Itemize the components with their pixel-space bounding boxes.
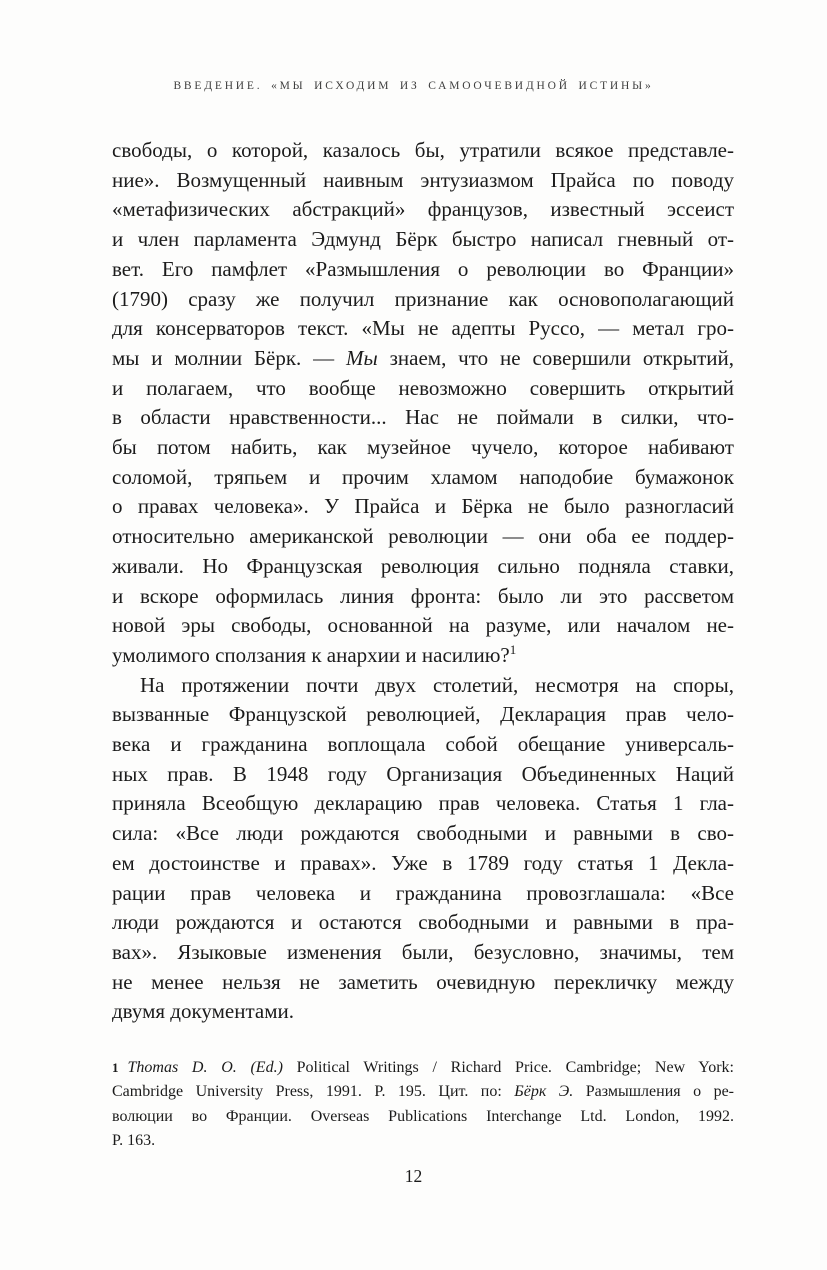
text-segment: знаем, что не совершили открытий, [377,345,734,370]
footnote [112,1056,734,1154]
text-line [112,700,734,730]
text-line [112,968,734,998]
text-segment: двумя документами. [112,999,294,1024]
text-segment: не менее нельзя не заметить очевидную перекличку между [112,969,734,994]
text-line [112,195,734,225]
footnote-ref: 1 [509,641,517,657]
text-line [112,552,734,582]
text-segment: новой эры свободы, основанной на разуме, или началом не- [112,613,734,638]
text-segment: в области нравственности... Нас не поймали в силки, что- [112,405,734,430]
text-line [112,1080,734,1104]
text-line [112,819,734,849]
text-segment: бы потом набить, как музейное чучело, которое набивают [112,435,734,460]
text-segment: и вскоре оформилась линия фронта: было ли это рассветом [112,583,734,608]
text-segment: относительно американской революции — они оба ее поддер- [112,524,734,549]
text-segment: приняла Всеобщую декларацию прав человека. Статья 1 гла- [112,791,734,816]
text-line [112,463,734,493]
text-line [112,433,734,463]
text-line [112,225,734,255]
text-segment: P. 163. [112,1132,156,1150]
text-line [112,374,734,404]
text-line [112,641,734,671]
text-segment: Размышления о ре- [573,1083,735,1101]
text-line [112,344,734,374]
footnote-marker: 1 [112,1060,119,1075]
text-segment: ем достоинстве и правах». Уже в 1789 году статья 1 Декла- [112,850,734,875]
text-line [112,849,734,879]
text-segment: Бёрк Э. [514,1083,574,1101]
paragraph [112,1056,734,1154]
paragraph [112,136,734,671]
text-segment: Thomas D. O. (Ed.) [127,1059,283,1076]
text-segment: Мы [346,345,378,370]
text-line [112,582,734,612]
text-segment: свободы, о которой, казалось бы, утратили всякое представле- [112,138,734,162]
text-segment: умолимого сползания к анархии и насилию? [112,642,510,667]
text-segment: (1790) сразу же получил признание как основополагающий [112,286,734,311]
text-segment: На протяжении почти двух столетий, несмотря на споры, [140,672,734,697]
text-segment: соломой, тряпьем и прочим хламом наподобие бумажонок [112,464,734,489]
text-segment: и полагаем, что вообще невозможно совершить открытий [112,375,734,400]
body-text [112,136,734,1027]
text-line [112,730,734,760]
text-segment: ние». Возмущенный наивным энтузиазмом Прайса по поводу [112,167,734,192]
text-line [112,1129,734,1153]
text-line [112,760,734,790]
text-line [112,1105,734,1129]
text-segment: вах». Языковые изменения были, безусловно, значимы, тем [112,939,734,964]
text-segment: о правах человека». У Прайса и Бёрка не было разногласий [112,494,734,519]
text-segment: сила: «Все люди рождаются свободными и равными в сво- [112,821,734,846]
text-line [112,997,734,1027]
text-segment: волюции во Франции. Overseas Publications Interchange Ltd. London, 1992. [112,1107,734,1125]
paragraph [112,671,734,1027]
text-segment: для консерваторов текст. «Мы не адепты Руссо, — метал гро- [112,316,734,341]
text-segment: рации прав человека и гражданина провозглашала: «Все [112,880,734,905]
text-line [112,403,734,433]
text-segment: мы и молнии Бёрк. — [112,345,347,370]
text-line [112,789,734,819]
text-segment: «метафизических абстракций» французов, известный эссеист [112,197,734,222]
text-line [112,522,734,552]
text-line [112,166,734,196]
text-line [112,492,734,522]
text-line [112,879,734,909]
running-header: ВВЕДЕНИЕ. «МЫ ИСХОДИМ ИЗ САМООЧЕВИДНОЙ ИСТИНЫ» [173,80,654,92]
text-segment: Political Writings / Richard Price. Cambridge; New York: [282,1059,735,1076]
text-line [112,314,734,344]
text-segment: живали. Но Французская революция сильно подняла ставки, [112,553,734,578]
text-line [112,285,734,315]
text-segment: Cambridge University Press, 1991. P. 195. Цит. по: [112,1083,515,1101]
text-line [112,136,734,166]
text-line [112,671,734,701]
text-line [112,1056,734,1080]
text-line [112,255,734,285]
text-line [112,938,734,968]
page-number: 12 [404,1166,423,1186]
text-segment: века и гражданина воплощала собой обещание универсаль- [112,732,734,757]
text-line [112,908,734,938]
text-segment: вет. Его памфлет «Размышления о революции во Франции» [112,256,734,281]
text-line [112,611,734,641]
text-segment: вызванные Французской революцией, Декларация прав чело- [112,702,734,727]
text-segment: и член парламента Эдмунд Бёрк быстро написал гневный от- [112,227,734,252]
text-segment: люди рождаются и остаются свободными и равными в пра- [112,910,734,935]
text-segment: ных прав. В 1948 году Организация Объединенных Наций [112,761,734,786]
